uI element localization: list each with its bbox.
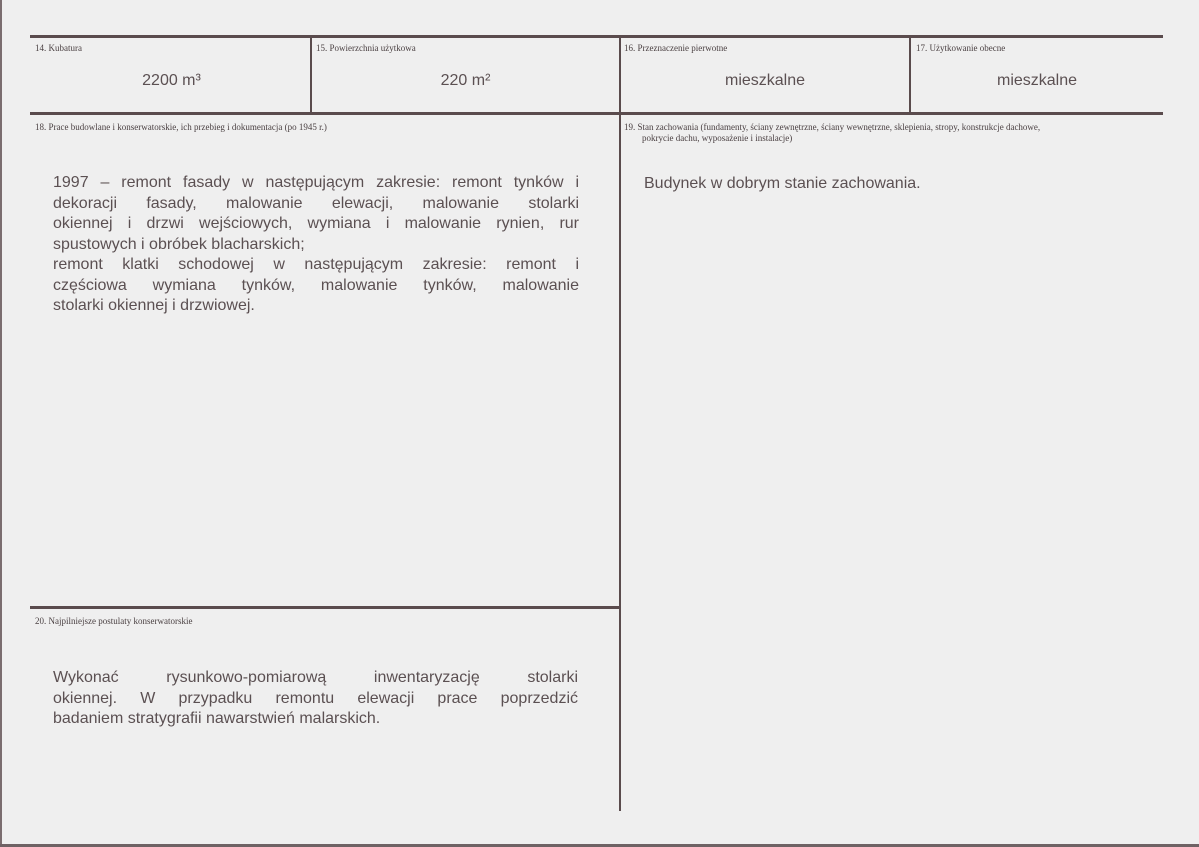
page-left-edge [0,0,2,847]
field-14-value: 2200 m³ [142,72,201,89]
field-17-label: 17. Użytkowanie obecne [916,43,1006,53]
text-line: Wykonać rysunkowo-pomiarową inwentaryzację stolarki [53,669,578,686]
field-16-label: 16. Przeznaczenie pierwotne [624,43,728,53]
text-line: badaniem stratygrafii nawarstwień malarskich. [53,710,381,727]
text-line: częściowa wymiana tynków, malowanie tynków, malowanie [53,276,579,294]
text-line: spustowych i obróbek blacharskich; [53,235,305,253]
text-line: remont klatki schodowej w następującym zakresie: remont i [53,256,579,273]
divider-top [30,35,1163,38]
field-18-label: 18. Prace budowlane i konserwatorskie, ich przebieg i dokumentacja (po 1945 r.) [35,122,327,132]
text-line: 1997 – remont fasady w następującym zakresie: remont tynków i [53,174,579,191]
field-20-label: 20. Najpilniejsze postulaty konserwatorskie [35,616,193,626]
text-line: okiennej. W przypadku remontu elewacji prace poprzedzić [53,689,578,707]
field-14-label: 14. Kubatura [35,43,82,53]
text-line: dekoracji fasady, malowanie elewacji, malowanie stolarki [53,194,579,212]
field-15-label: 15. Powierzchnia użytkowa [316,43,416,53]
text-line: stolarki okiennej i drzwiowej. [53,297,255,314]
field-16-value: mieszkalne [724,72,806,89]
field-19-label-line-2: pokrycie dachu, wyposażenie i instalacje) [642,133,793,143]
text-line: okiennej i drzwi wejściowych, wymiana i malowanie rynien, rur [53,215,579,232]
field-17-value: mieszkalne [996,72,1078,89]
field-15-value: 220 m² [440,72,491,89]
field-20-text [53,668,578,730]
field-19-label-line-1: 19. Stan zachowania (fundamenty, ściany zewnętrzne, ściany wewnętrzne, sklepienia, stropy, konstrukcje dachowe, [624,122,1041,132]
divider-section-20 [30,606,621,609]
field-19-label [624,122,1040,144]
divider-col-2 [619,36,621,811]
field-18-text [53,173,579,317]
divider-row [30,112,1163,115]
field-19-value: Budynek w dobrym stanie zachowania. [644,175,921,192]
